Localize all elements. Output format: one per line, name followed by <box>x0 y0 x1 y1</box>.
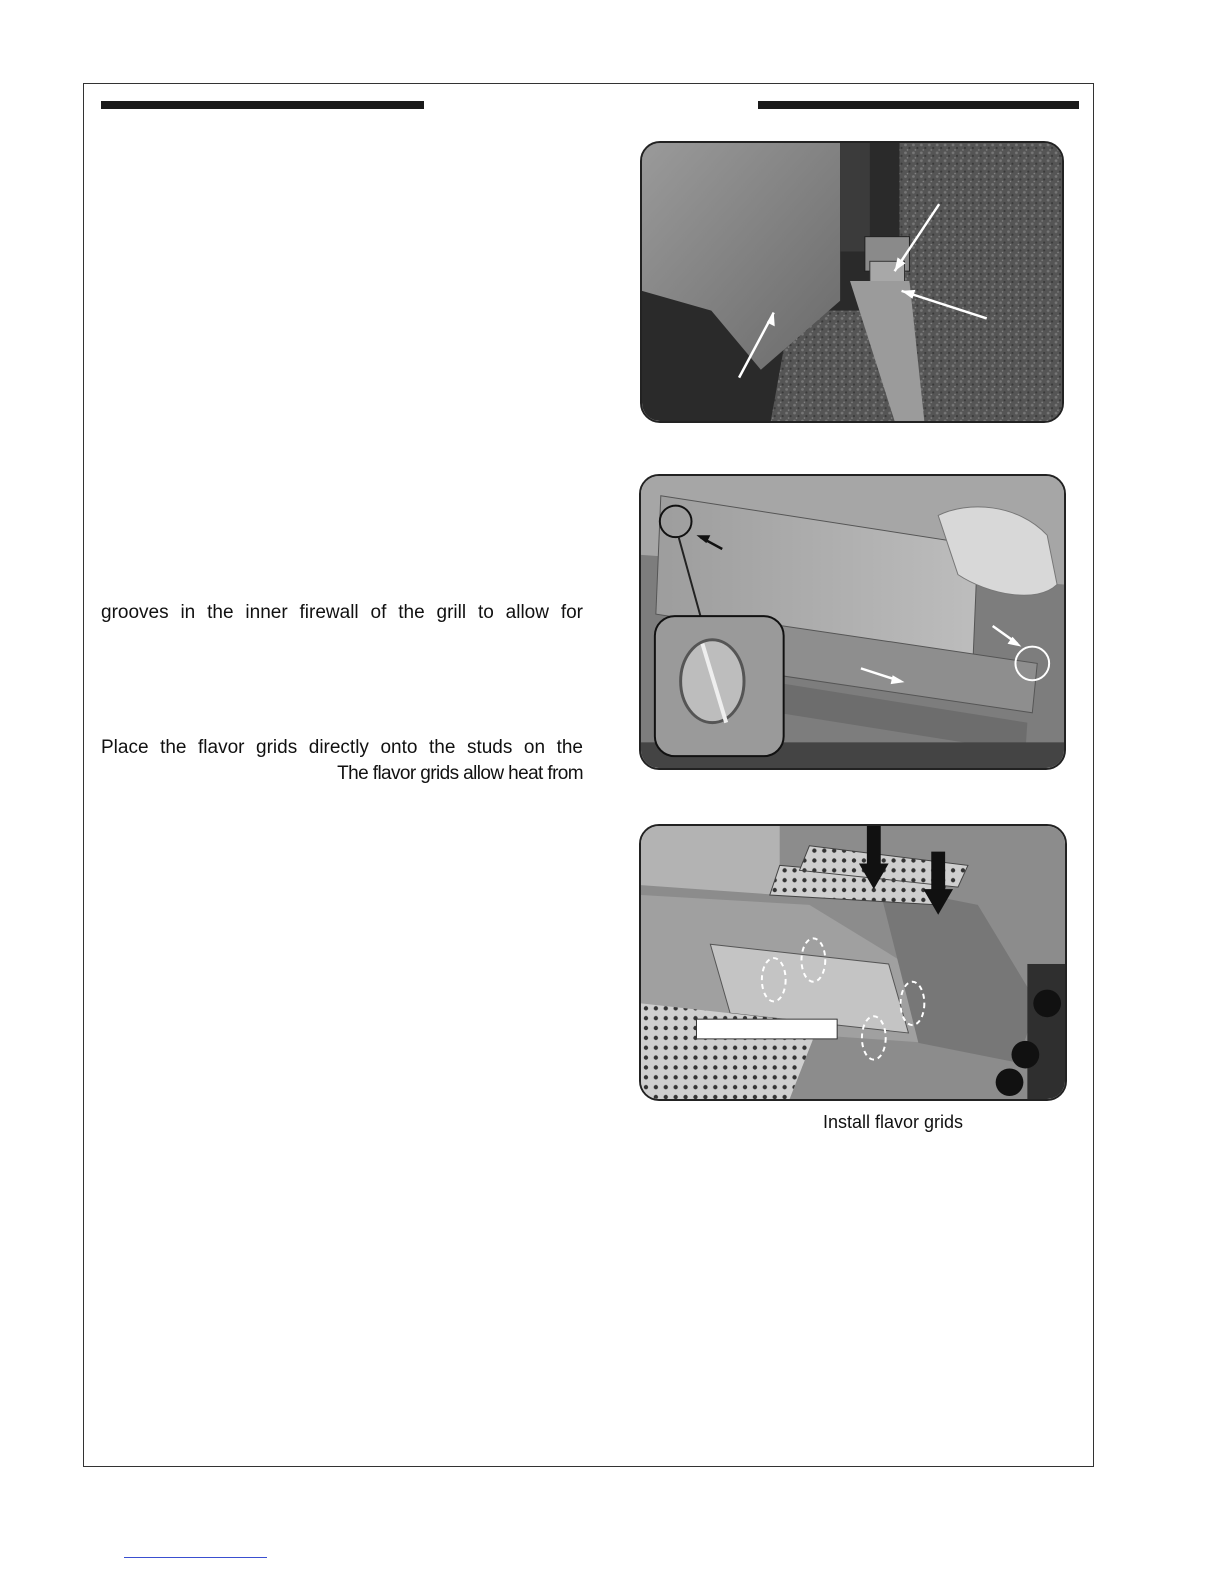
photo-heat-shield <box>639 474 1066 770</box>
header-rule-left <box>101 101 424 109</box>
body-text-place-grids: Place the flavor grids directly onto the studs on the <box>101 737 583 758</box>
body-text-grooves: grooves in the inner firewall of the grill to allow for <box>101 602 583 623</box>
figure-caption: Install flavor grids <box>823 1112 964 1132</box>
photo-burner-mount <box>640 141 1064 423</box>
body-text-grids-heat: The flavor grids allow heat from <box>337 763 583 784</box>
header-rule-right <box>758 101 1079 109</box>
photo-flavor-grids <box>639 824 1067 1101</box>
footer-link-underline[interactable] <box>124 1557 267 1558</box>
